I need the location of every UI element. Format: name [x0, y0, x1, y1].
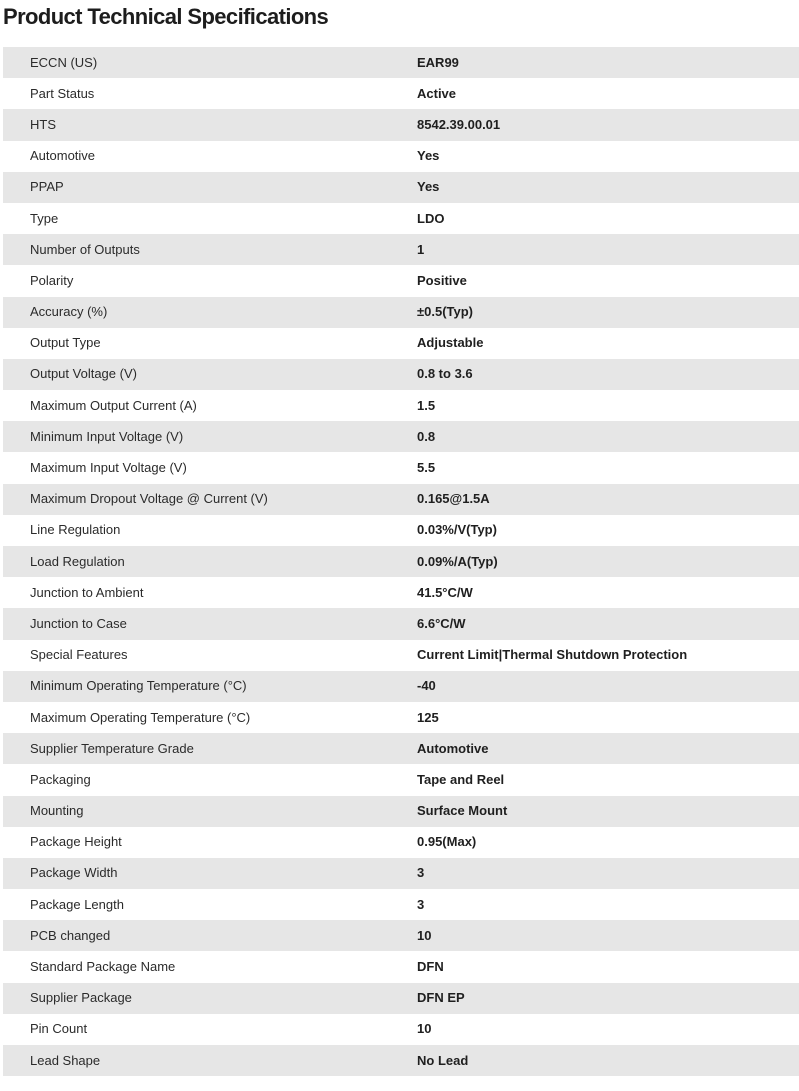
spec-value: 125: [417, 702, 799, 733]
spec-label: Supplier Package: [3, 983, 417, 1014]
table-row: [3, 515, 799, 546]
spec-label: Line Regulation: [3, 515, 417, 546]
table-row: [3, 203, 799, 234]
spec-table-body: [3, 47, 799, 1076]
spec-value: 0.165@1.5A: [417, 484, 799, 515]
spec-value: 0.95(Max): [417, 827, 799, 858]
table-row: [3, 78, 799, 109]
spec-label: Type: [3, 203, 417, 234]
spec-label: Output Type: [3, 328, 417, 359]
spec-value: 3: [417, 858, 799, 889]
table-row: [3, 577, 799, 608]
table-row: [3, 141, 799, 172]
spec-label: ECCN (US): [3, 47, 417, 78]
spec-value: 8542.39.00.01: [417, 109, 799, 140]
spec-label: Accuracy (%): [3, 297, 417, 328]
table-row: [3, 421, 799, 452]
spec-label: Junction to Case: [3, 608, 417, 639]
table-row: [3, 920, 799, 951]
table-row: [3, 764, 799, 795]
spec-value: 10: [417, 920, 799, 951]
table-row: [3, 297, 799, 328]
spec-value: 0.8 to 3.6: [417, 359, 799, 390]
spec-value: DFN EP: [417, 983, 799, 1014]
spec-label: Packaging: [3, 764, 417, 795]
spec-value: No Lead: [417, 1045, 799, 1076]
table-row: [3, 983, 799, 1014]
spec-label: Number of Outputs: [3, 234, 417, 265]
spec-value: Tape and Reel: [417, 764, 799, 795]
table-row: [3, 359, 799, 390]
table-row: [3, 484, 799, 515]
spec-label: Maximum Dropout Voltage @ Current (V): [3, 484, 417, 515]
table-row: [3, 951, 799, 982]
spec-value: 41.5°C/W: [417, 577, 799, 608]
table-row: [3, 328, 799, 359]
table-row: [3, 1014, 799, 1045]
table-row: [3, 858, 799, 889]
spec-label: Polarity: [3, 265, 417, 296]
spec-value: LDO: [417, 203, 799, 234]
table-row: [3, 109, 799, 140]
spec-value: Positive: [417, 265, 799, 296]
spec-label: Load Regulation: [3, 546, 417, 577]
table-row: [3, 796, 799, 827]
spec-value: Active: [417, 78, 799, 109]
table-row: [3, 390, 799, 421]
spec-label: Supplier Temperature Grade: [3, 733, 417, 764]
page-title: Product Technical Specifications: [3, 4, 329, 29]
spec-label: Maximum Output Current (A): [3, 390, 417, 421]
spec-value: Yes: [417, 172, 799, 203]
table-row: [3, 47, 799, 78]
spec-label: Mounting: [3, 796, 417, 827]
spec-value: 10: [417, 1014, 799, 1045]
spec-value: 0.8: [417, 421, 799, 452]
spec-value: 3: [417, 889, 799, 920]
spec-label: Package Width: [3, 858, 417, 889]
spec-value: 5.5: [417, 452, 799, 483]
table-row: [3, 889, 799, 920]
spec-label: Minimum Operating Temperature (°C): [3, 671, 417, 702]
spec-value: 1.5: [417, 390, 799, 421]
spec-value: Surface Mount: [417, 796, 799, 827]
spec-value: Automotive: [417, 733, 799, 764]
table-row: [3, 1045, 799, 1076]
table-row: [3, 827, 799, 858]
table-row: [3, 172, 799, 203]
spec-value: Current Limit|Thermal Shutdown Protection: [417, 640, 799, 671]
spec-label: Junction to Ambient: [3, 577, 417, 608]
spec-value: ±0.5(Typ): [417, 297, 799, 328]
spec-value: EAR99: [417, 47, 799, 78]
spec-label: PCB changed: [3, 920, 417, 951]
spec-value: DFN: [417, 951, 799, 982]
table-row: [3, 733, 799, 764]
spec-table: [3, 47, 799, 1076]
spec-label: Package Height: [3, 827, 417, 858]
spec-value: Adjustable: [417, 328, 799, 359]
table-row: [3, 608, 799, 639]
table-row: [3, 671, 799, 702]
spec-label: Output Voltage (V): [3, 359, 417, 390]
table-row: [3, 452, 799, 483]
spec-value: 0.09%/A(Typ): [417, 546, 799, 577]
spec-label: Special Features: [3, 640, 417, 671]
spec-label: Part Status: [3, 78, 417, 109]
spec-label: Maximum Input Voltage (V): [3, 452, 417, 483]
spec-label: Automotive: [3, 141, 417, 172]
spec-label: HTS: [3, 109, 417, 140]
spec-label: Minimum Input Voltage (V): [3, 421, 417, 452]
spec-label: Package Length: [3, 889, 417, 920]
spec-label: Maximum Operating Temperature (°C): [3, 702, 417, 733]
spec-value: Yes: [417, 141, 799, 172]
spec-value: 0.03%/V(Typ): [417, 515, 799, 546]
spec-value: -40: [417, 671, 799, 702]
table-row: [3, 640, 799, 671]
spec-value: 6.6°C/W: [417, 608, 799, 639]
spec-label: PPAP: [3, 172, 417, 203]
spec-value: 1: [417, 234, 799, 265]
table-row: [3, 234, 799, 265]
table-row: [3, 702, 799, 733]
spec-label: Standard Package Name: [3, 951, 417, 982]
table-row: [3, 546, 799, 577]
spec-label: Lead Shape: [3, 1045, 417, 1076]
table-row: [3, 265, 799, 296]
spec-label: Pin Count: [3, 1014, 417, 1045]
